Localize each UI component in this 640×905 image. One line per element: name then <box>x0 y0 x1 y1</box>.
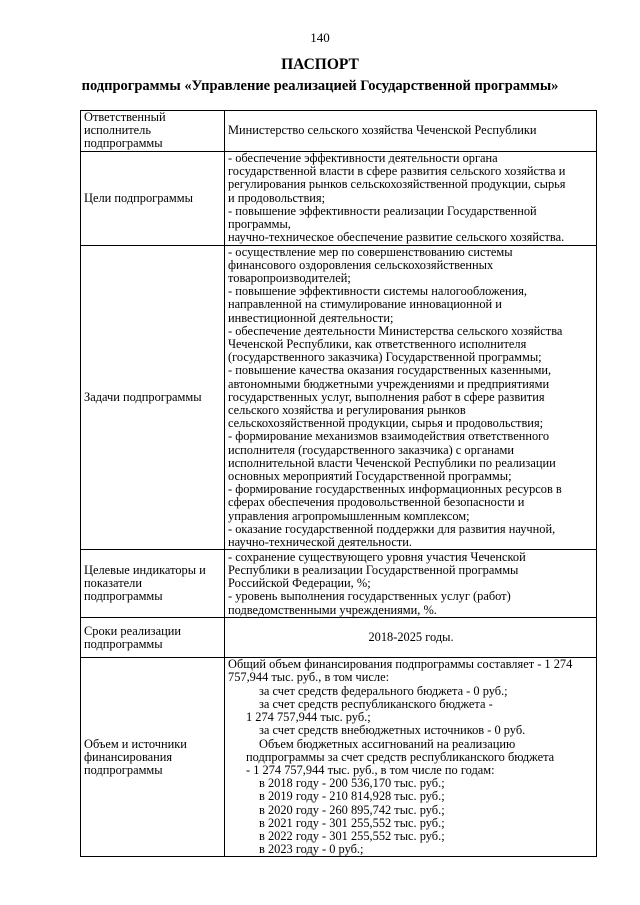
value-line: - повышение эффективности реализации Государственной <box>228 203 537 218</box>
value-line: и продовольствия; <box>228 190 326 205</box>
value-line: научно-техническое обеспечение развитие сельского хозяйства. <box>228 230 565 245</box>
value-line: сельского хозяйства и регулирования рынков <box>228 403 466 418</box>
row-label-responsible: Ответственный исполнитель подпрограммы <box>81 111 225 152</box>
value-line: инвестиционной деятельности; <box>228 310 394 325</box>
document-subtitle: подпрограммы «Управление реализацией Государственной программы» <box>81 78 559 94</box>
row-label-goals: Цели подпрограммы <box>81 151 225 245</box>
row-label-indicators: Целевые индикаторы и показатели подпрограммы <box>81 550 225 618</box>
value-line: государственных услуг, выполнения работ в сфере развития <box>228 389 545 404</box>
value-line: за счет средств республиканского бюджета - <box>259 696 493 711</box>
passport-table <box>80 110 597 857</box>
value-line: - уровень выполнения государственных услуг (работ) <box>228 589 511 604</box>
table-row-responsible <box>81 111 597 152</box>
row-value-tasks <box>225 245 597 550</box>
row-value-indicators <box>225 550 597 618</box>
value-line: за счет средств федерального бюджета - 0 руб.; <box>259 683 508 698</box>
value-line: - 1 274 757,944 тыс. руб., в том числе по годам: <box>246 762 495 777</box>
value-line: 1 274 757,944 тыс. руб.; <box>246 710 371 725</box>
value-line: подведомственными учреждениями, %. <box>228 602 437 617</box>
row-value-period <box>225 618 597 658</box>
value-line: в 2018 году - 200 536,170 тыс. руб.; <box>259 776 445 791</box>
value-line: в 2021 году - 301 255,552 тыс. руб.; <box>259 815 445 830</box>
value-line: Министерство сельского хозяйства Чеченской Республики <box>228 123 537 138</box>
value-line: Российской Федерации, %; <box>228 576 371 591</box>
value-line: 2018-2025 годы. <box>368 630 454 645</box>
table-row-indicators <box>81 550 597 618</box>
table-row-goals <box>81 151 597 245</box>
value-line: в 2020 году - 260 895,742 тыс. руб.; <box>259 802 445 817</box>
value-line: сферах обеспечения продовольственной безопасности и <box>228 495 525 510</box>
value-line: управления агропромышленным комплексом; <box>228 508 470 523</box>
value-line: исполнительной власти Чеченской Республики по реализации <box>228 455 556 470</box>
value-line: - формирование государственных информационных ресурсов в <box>228 482 562 497</box>
row-label-financing: Объем и источники финансирования подпрограммы <box>81 658 225 857</box>
value-line: финансового оздоровления сельскохозяйственных <box>228 257 494 272</box>
value-line: основных мероприятий Государственной программы; <box>228 469 512 484</box>
document-title: ПАСПОРТ <box>281 56 359 73</box>
value-line: - повышение качества оказания государственных казенными, <box>228 363 552 378</box>
value-line: за счет средств внебюджетных источников - 0 руб. <box>259 723 526 738</box>
value-line: автономными бюджетными учреждениями и предприятиями <box>228 376 550 391</box>
value-line: Чеченской Республики, как ответственного исполнителя <box>228 337 527 352</box>
value-line: в 2019 году - 210 814,928 тыс. руб.; <box>259 789 445 804</box>
table-row-tasks <box>81 245 597 550</box>
value-line: подпрограммы за счет средств республиканского бюджета <box>246 749 555 764</box>
value-line: программы, <box>228 216 291 231</box>
value-line: 757,944 тыс. руб., в том числе: <box>228 670 390 685</box>
value-line: в 2022 году - 301 255,552 тыс. руб.; <box>259 828 445 843</box>
value-line: - обеспечение эффективности деятельности органа <box>228 150 498 165</box>
value-line: Объем бюджетных ассигнований на реализацию <box>259 736 516 751</box>
row-label-tasks: Задачи подпрограммы <box>81 245 225 550</box>
value-line: - формирование механизмов взаимодействия ответственного <box>228 429 550 444</box>
value-line: направленной на стимулирование инновационной и <box>228 297 502 312</box>
value-line: исполнителя (государственного заказчика) с органами <box>228 442 514 457</box>
value-line: регулирования рынков сельскохозяйственной продукции, сырья <box>228 177 566 192</box>
row-value-goals <box>225 151 597 245</box>
value-line: научно-технической деятельности. <box>228 535 412 550</box>
table-row-financing <box>81 658 597 857</box>
row-value-financing <box>225 658 597 857</box>
value-line: товаропроизводителей; <box>228 271 351 286</box>
table-row-period <box>81 618 597 658</box>
page-number: 140 <box>310 30 330 45</box>
value-line: (государственного заказчика) Государственной программы; <box>228 350 542 365</box>
value-line: - повышение эффективности системы налогообложения, <box>228 284 527 299</box>
value-line: - сохранение существующего уровня участия Чеченской <box>228 549 526 564</box>
value-line: - обеспечение деятельности Министерства сельского хозяйства <box>228 323 563 338</box>
value-line: - осуществление мер по совершенствованию системы <box>228 244 513 259</box>
row-value-responsible <box>225 111 597 152</box>
value-line: Республики в реализации Государственной программы <box>228 562 519 577</box>
value-line: в 2023 году - 0 руб.; <box>259 842 364 857</box>
value-line: сельскохозяйственной продукции, сырья и продовольствия; <box>228 416 544 431</box>
value-line: государственной власти в сфере развития сельского хозяйства и <box>228 164 566 179</box>
value-line: Общий объем финансирования подпрограммы составляет - 1 274 <box>228 657 573 672</box>
value-line: - оказание государственной поддержки для развития научной, <box>228 521 556 536</box>
row-label-period: Сроки реализации подпрограммы <box>81 618 225 658</box>
